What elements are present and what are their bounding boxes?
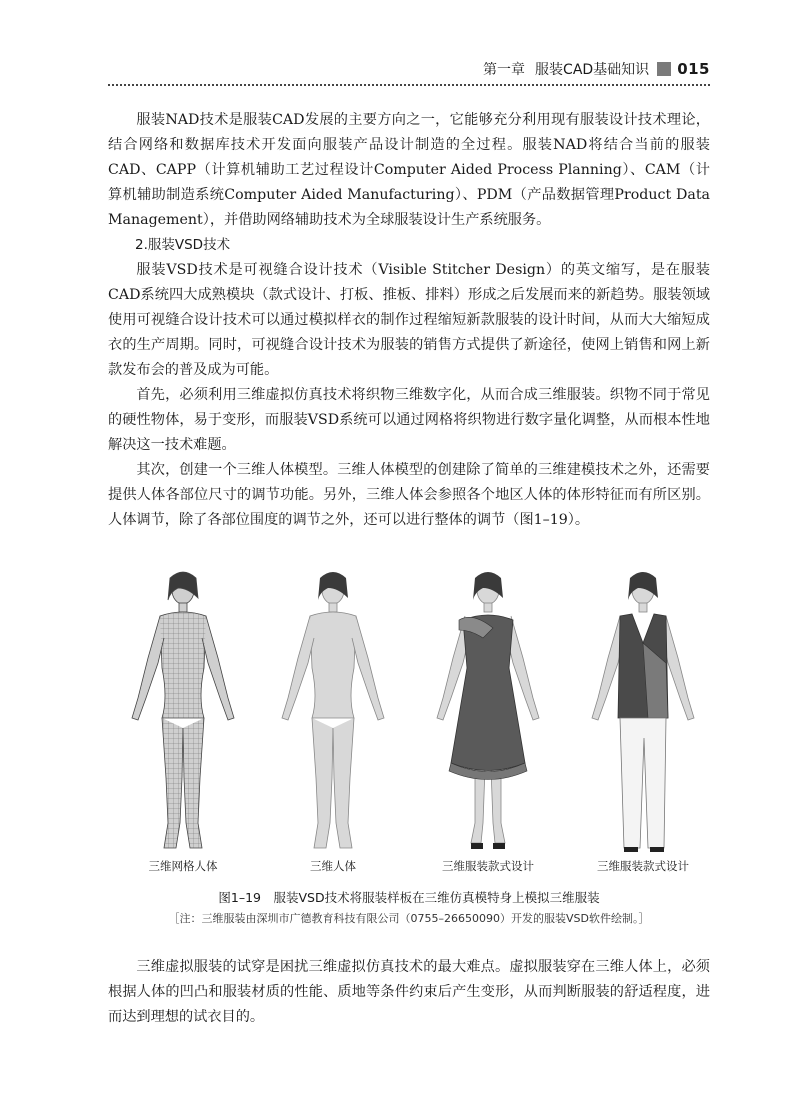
header-square-marker bbox=[657, 62, 671, 76]
top-trousers-illustration bbox=[568, 568, 718, 858]
paragraph: 其次，创建一个三维人体模型。三维人体模型的创建除了简单的三维建模技术之外，还需要提供人体各部位尺寸的调节功能。另外，三维人体会参照各个地区人体的体形特征而有所区别。人体调节，除了各部位围度的调节之外，还可以进行整体的调节（图1–19）。 bbox=[108, 462, 710, 528]
chapter-label: 第一章 bbox=[483, 62, 526, 78]
running-header bbox=[108, 54, 710, 84]
paragraph: 服装VSD技术是可视缝合设计技术（Visible Stitcher Design）的英文缩写，是在服装CAD系统四大成熟模块（款式设计、打板、推板、排料）形成之后发展而来的新趋势。服装领域使用可视缝合设计技术可以通过模拟样衣的制作过程缩短新款服装的设计时间，从而大大缩短成衣的生产周期。同时，可视缝合设计技术为服装的销售方式提供了新途径，使网上销售和网上新款发布会的普及成为可能。 bbox=[108, 262, 710, 378]
figure-dress-body bbox=[413, 568, 563, 873]
paragraph: 三维虚拟服装的试穿是困扰三维虚拟仿真技术的最大难点。虚拟服装穿在三维人体上，必须根据人体的凹凸和服装材质的性能、质地等条件约束后产生变形，从而判断服装的舒适程度，进而达到理想的试衣目的。 bbox=[108, 959, 710, 1025]
header-dotted-rule bbox=[108, 84, 710, 86]
figure-label: 三维人体 bbox=[310, 859, 356, 873]
figure-1-19 bbox=[108, 568, 718, 873]
mesh-body-illustration bbox=[108, 568, 258, 858]
figure-note: ［注：三维服装由深圳市广德教育科技有限公司（0755–26650090）开发的服装VSD软件绘制。］ bbox=[168, 912, 650, 925]
section-heading: 2.服装VSD技术 bbox=[135, 237, 231, 253]
text-block-top bbox=[108, 108, 710, 533]
figure-label: 三维服装款式设计 bbox=[442, 859, 534, 873]
text-block-bottom bbox=[108, 955, 710, 1030]
figure-label: 三维服装款式设计 bbox=[597, 859, 689, 873]
figure-plain-body bbox=[258, 568, 408, 873]
page-number: 015 bbox=[677, 60, 710, 78]
figure-top-trousers bbox=[568, 568, 718, 873]
dress-body-illustration bbox=[413, 568, 563, 858]
book-title: 服装CAD基础知识 bbox=[535, 62, 650, 78]
figure-label: 三维网格人体 bbox=[148, 859, 218, 873]
figure-caption: 图1–19 服装VSD技术将服装样板在三维仿真模特身上模拟三维服装 bbox=[218, 890, 600, 905]
paragraph: 首先，必须利用三维虚拟仿真技术将织物三维数字化，从而合成三维服装。织物不同于常见的硬性物体，易于变形，而服装VSD系统可以通过网格将织物进行数字量化调整，从而根本性地解决这一技术难题。 bbox=[108, 387, 710, 453]
plain-body-illustration bbox=[258, 568, 408, 858]
figure-mesh-body bbox=[108, 568, 258, 873]
paragraph: 服装NAD技术是服装CAD发展的主要方向之一，它能够充分利用现有服装设计技术理论，结合网络和数据库技术开发面向服装产品设计制造的全过程。服装NAD将结合当前的服装CAD、CAPP（计算机辅助工艺过程设计Computer Aided Process Planning）、CAM（计算机辅助制造系统Computer Aided Manufacturing）、PDM（产品数据管理Product Data Management），并借助网络辅助技术为全球服装设计生产系统服务。 bbox=[108, 112, 710, 228]
